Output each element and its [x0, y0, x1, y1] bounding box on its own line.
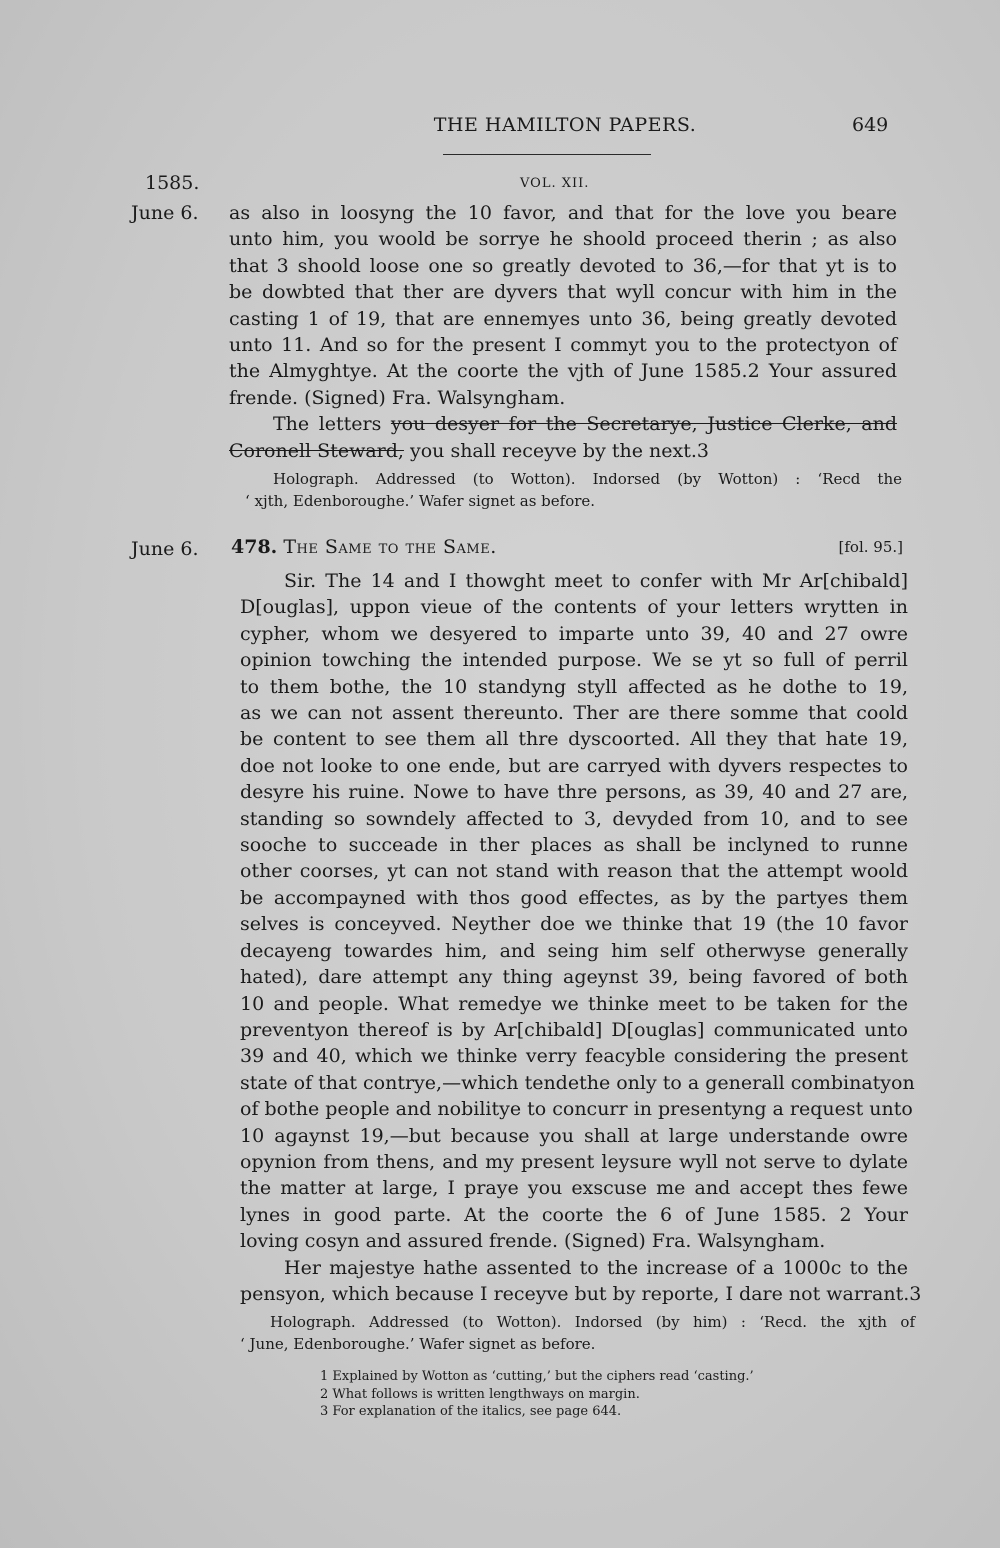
text-line: opynion from thens, and my present leysure wyll not serve to dylate: [240, 1150, 908, 1173]
footnote: 1 Explained by Wotton as ‘cutting,’ but the ciphers read ‘casting.’: [320, 1369, 754, 1384]
footnote: 3 For explanation of the italics, see page 644.: [320, 1404, 622, 1419]
text-line: Sir. The 14 and I thowght meet to confer with Mr Ar[chibald]: [284, 570, 908, 592]
text-line: frende. (Signed) Fra. Walsyngham.: [229, 386, 566, 409]
note-line: Holograph. Addressed (to Wotton). Indorsed (by him) : ‘Recd. the xjth of: [270, 1313, 915, 1331]
text-line: D[ouglas], uppon vieue of the contents of your letters wrytten in: [240, 596, 908, 619]
entry-title: The Same to the Same.: [283, 536, 497, 558]
text-line: selves is conceyved. Neyther doe we thinke that 19 (the 10 favor: [240, 913, 908, 936]
text-line: be dowbted that ther are dyvers that wyll concur with him in the: [229, 281, 897, 304]
text-line: that 3 shoold loose one so greatly devoted to 36,—for that yt is to: [229, 254, 897, 277]
text-line: cypher, whom we desyered to imparte unto 39, 40 and 27 owre: [240, 622, 908, 645]
entry-date: June 6.: [131, 202, 199, 224]
text-line: 10 and people. What remedye we thinke meet to be taken for the: [240, 992, 908, 1015]
text-line: unto him, you woold be sorrye he shoold proceed therin ; as also: [229, 228, 897, 251]
editorial-note: [240, 1311, 915, 1355]
text-line: hated), dare attempt any thing ageynst 39, being favored of both: [240, 966, 908, 989]
postscript-line: pensyon, which because I receyve but by reporte, I dare not warrant.3: [240, 1282, 922, 1305]
struck-letters-line: Coronell Steward, you shall receyve by the next.3: [229, 439, 709, 462]
header-rule: [443, 154, 651, 155]
text-line: to them bothe, the 10 standyng styll affected as he dothe to 19,: [240, 675, 908, 698]
text-line: state of that contrye,—which tendethe only to a generall combinatyon: [240, 1071, 915, 1094]
note-line: Holograph. Addressed (to Wotton). Indorsed (by Wotton) : ‘Recd the: [273, 470, 902, 488]
text-line: sooche to succeade in ther places as shall be inclyned to runne: [240, 834, 908, 857]
note-line: ‘ xjth, Edenboroughe.’ Wafer signet as before.: [245, 492, 596, 510]
page-number: 649: [852, 114, 889, 136]
struck-letters-line: The letters you desyer for the Secretarye, Justice Clerke, and: [273, 413, 898, 436]
entry-date: June 6.: [131, 538, 199, 560]
entry-heading: [231, 536, 903, 558]
year-label: 1585.: [145, 172, 200, 194]
text-line: the matter at large, I praye you exscuse me and accept thes fewe: [240, 1177, 908, 1200]
text-line: 39 and 40, which we thinke verry feacyble considering the present: [240, 1045, 908, 1068]
text-line: of bothe people and nobilitye to concurr in presentyng a request unto: [240, 1098, 913, 1121]
note-line: ‘ June, Edenboroughe.’ Wafer signet as before.: [240, 1335, 596, 1353]
text-line: opinion towching the intended purpose. We se yt so full of perril: [240, 649, 908, 672]
text-line: other coorses, yt can not stand with reason that the attempt woold: [240, 860, 908, 883]
text-line: decayeng towardes him, and seing him self otherwyse generally: [240, 939, 908, 962]
text-line: as we can not assent thereunto. Ther are there somme that coold: [240, 702, 908, 725]
text-line: standing so sowndely affected to 3, devyded from 10, and to see: [240, 807, 908, 830]
letter-body: [229, 200, 897, 464]
postscript-line: Her majestye hathe assented to the increase of a 1000c to the: [284, 1256, 908, 1279]
text-line: 10 agaynst 19,—but because you shall at large understande owre: [240, 1124, 908, 1147]
folio-reference: [fol. 95.]: [838, 538, 903, 556]
footnotes: [320, 1368, 754, 1421]
text-line: be content to see them all thre dyscoorted. All they that hate 19,: [240, 728, 908, 751]
entry-number: 478.: [231, 536, 278, 558]
text-line: casting 1 of 19, that are ennemyes unto 36, being greatly devoted: [229, 307, 897, 330]
text-line: as also in loosyng the 10 favor, and that for the love you beare: [229, 202, 897, 224]
volume-label: VOL. XII.: [520, 176, 590, 191]
editorial-note: [245, 468, 902, 512]
text-line: preventyon thereof is by Ar[chibald] D[ouglas] communicated unto: [240, 1018, 908, 1041]
text-line: lynes in good parte. At the coorte the 6 of June 1585. 2 Your: [240, 1203, 908, 1226]
text-line: be accompayned with thos good effectes, as by the partyes them: [240, 886, 908, 909]
text-line: unto 11. And so for the present I commyt you to the protectyon of: [229, 334, 897, 357]
running-title: THE HAMILTON PAPERS.: [433, 114, 697, 136]
text-line: desyre his ruine. Nowe to have thre persons, as 39, 40 and 27 are,: [240, 781, 908, 804]
footnote: 2 What follows is written lengthways on margin.: [320, 1386, 640, 1402]
letter-body: [240, 568, 922, 1307]
text-line: loving cosyn and assured frende. (Signed) Fra. Walsyngham.: [240, 1230, 826, 1253]
text-line: doe not looke to one ende, but are carryed with dyvers respectes to: [240, 754, 908, 777]
text-line: the Almyghtye. At the coorte the vjth of June 1585.2 Your assured: [229, 360, 897, 383]
